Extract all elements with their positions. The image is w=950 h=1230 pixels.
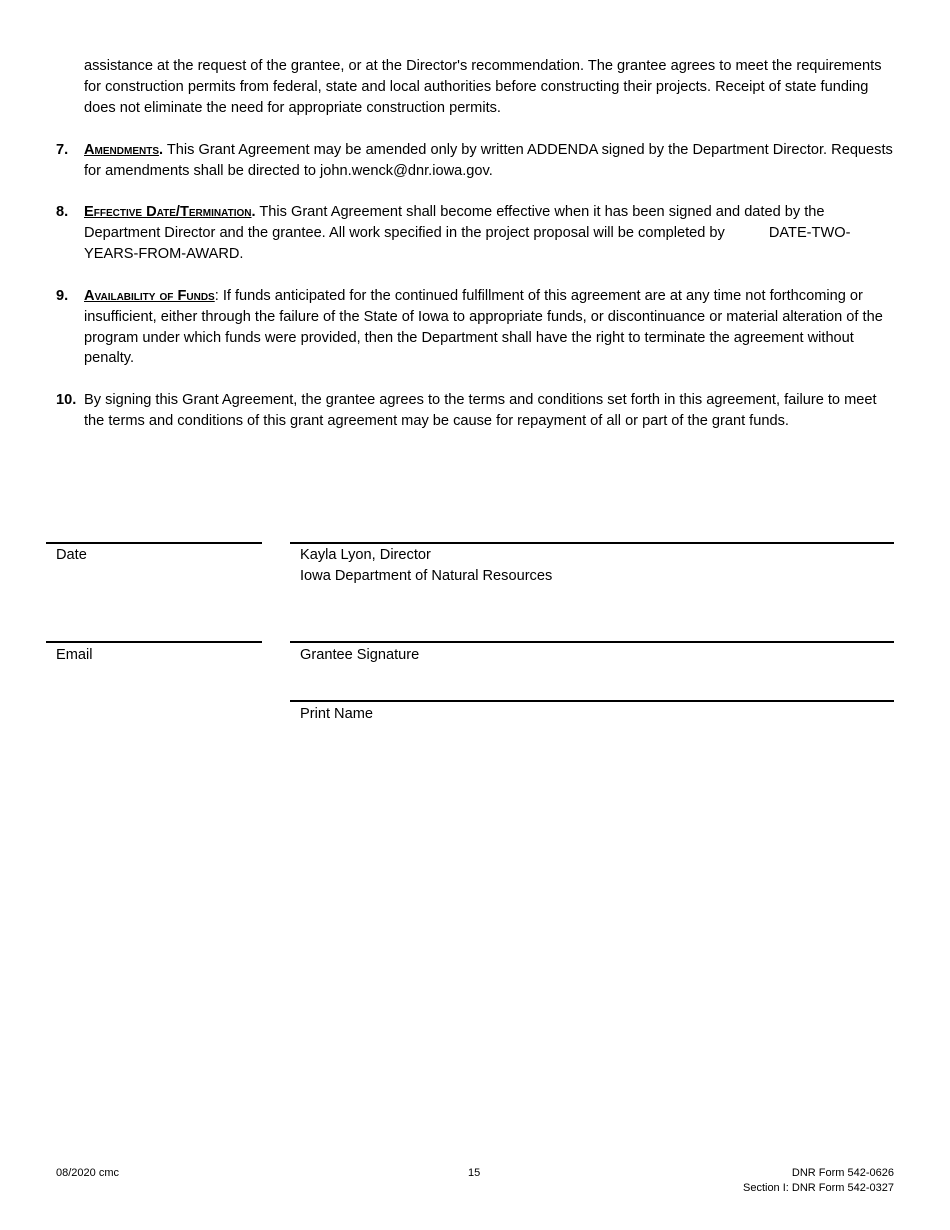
clause-8 — [56, 202, 896, 264]
completion-date-placeholder: DATE-TWO-YEARS-FROM-AWARD. — [84, 224, 851, 262]
email-signature-line[interactable] — [46, 641, 262, 643]
continuation-text: assistance at the request of the grantee, or at the Director's recommendation. The grantee agrees to meet the requirements for construction permits from federal, state and local authorities before constructing their projects. Receipt of state funding does not eliminate the need for appropriate construction permits. — [84, 58, 882, 116]
clause-number: 10. — [56, 392, 77, 408]
clause-text: By signing this Grant Agreement, the grantee agrees to the terms and conditions set forth in this agreement, failure to meet the terms and conditions of this grant agreement may be cause for repayment of all or part of the grant funds. — [84, 392, 877, 429]
footer-revision: 08/2020 cmc — [56, 1167, 119, 1179]
clause-number: 7. — [56, 142, 69, 158]
clause-heading: Availability of Funds — [84, 288, 215, 304]
date-label: Date — [56, 547, 87, 563]
director-signature-line[interactable] — [290, 542, 894, 544]
date-signature-line[interactable] — [46, 542, 262, 544]
clause-9 — [56, 286, 896, 369]
clause-heading: Effective Date/Termination — [84, 204, 252, 220]
clause-10 — [56, 390, 896, 432]
clause-heading-suffix: . — [158, 142, 164, 158]
grantee-signature-line[interactable] — [290, 641, 894, 643]
page-number: 15 — [468, 1167, 481, 1179]
clause-text: This Grant Agreement shall become effective when it has been signed and dated by the Department Director and the grantee. All work specified in the project proposal will be completed by — [84, 204, 825, 241]
footer-form-numbers — [743, 1166, 894, 1196]
grantee-signature-label: Grantee Signature — [300, 647, 420, 663]
clause-heading-suffix: . — [251, 204, 256, 220]
clause-number: 8. — [56, 204, 69, 220]
section-form-number: Section I: DNR Form 542-0327 — [742, 1182, 894, 1194]
director-organization: Iowa Department of Natural Resources — [300, 568, 553, 584]
clause-heading: Amendments — [84, 142, 159, 158]
continuation-paragraph — [84, 56, 896, 118]
email-label: Email — [56, 647, 93, 663]
clause-text: This Grant Agreement may be amended only by written ADDENDA signed by the Department Director. Requests for amendments shall be directed to john.wenck@dnr.iowa.gov. — [84, 142, 893, 179]
form-number: DNR Form 542-0626 — [791, 1167, 894, 1179]
clause-text: : If funds anticipated for the continued fulfillment of this agreement are at any time not forthcoming or insufficient, either through the failure of the State of Iowa to appropriate funds, or discontinuance or material alteration of the program under which funds were provided, then the Department shall have the right to terminate the agreement without penalty. — [84, 288, 883, 367]
clause-number: 9. — [56, 288, 69, 304]
director-name: Kayla Lyon, Director — [300, 547, 431, 563]
clause-7 — [56, 140, 896, 182]
print-name-label: Print Name — [300, 706, 373, 722]
print-name-line[interactable] — [290, 700, 894, 702]
